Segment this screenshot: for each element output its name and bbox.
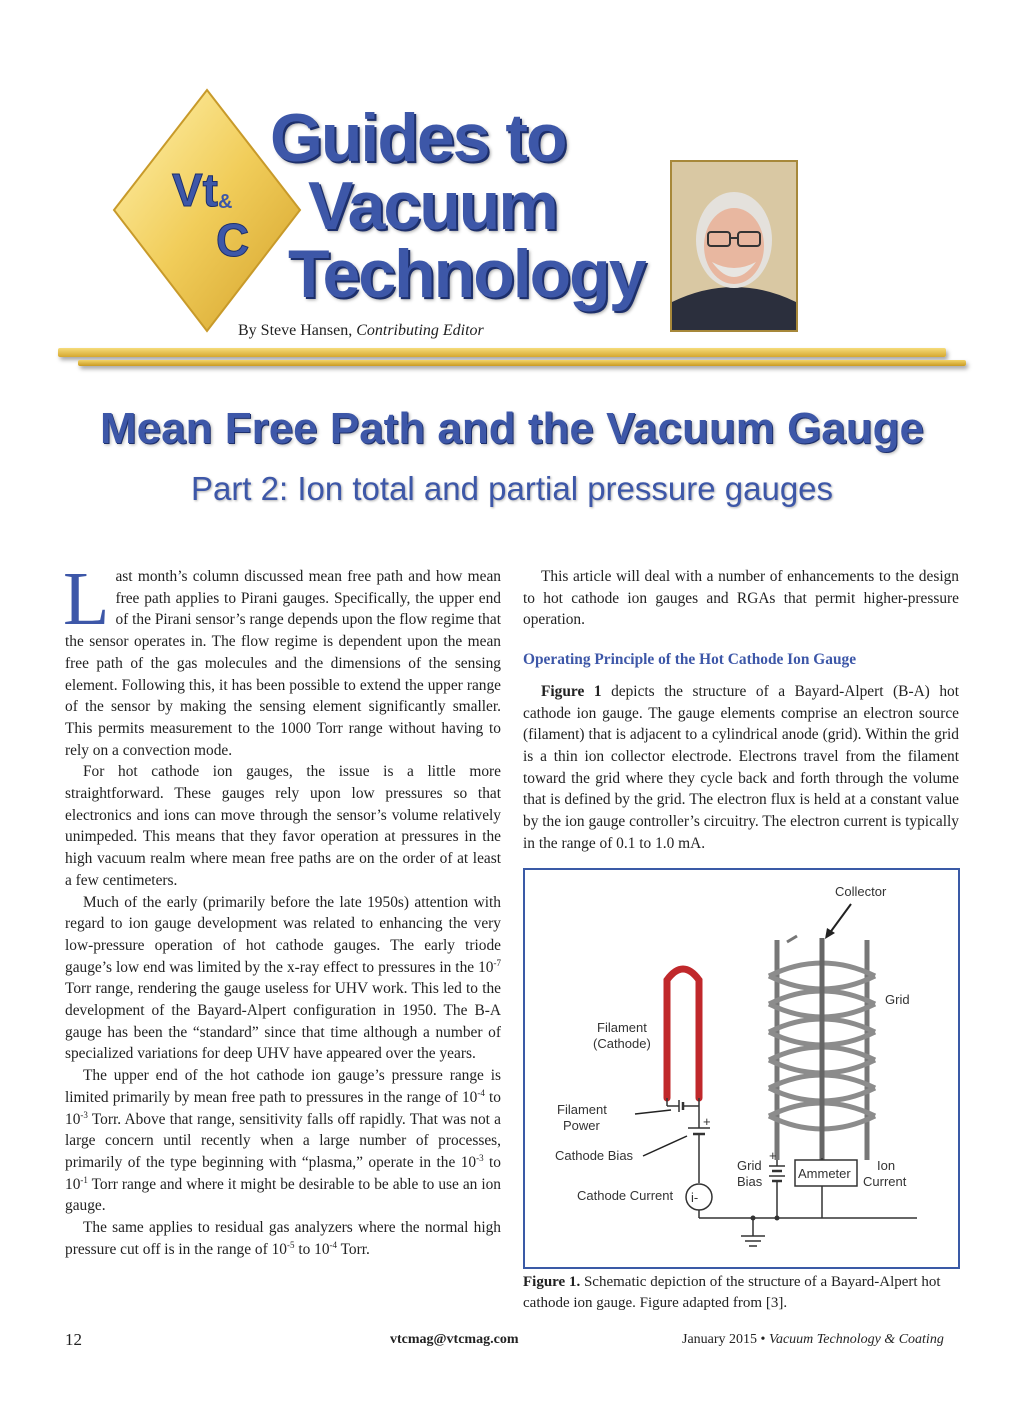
- header-rule-bottom: [78, 360, 966, 366]
- left-column: [63, 557, 501, 1261]
- label-cathode-current: Cathode Current: [577, 1188, 674, 1203]
- figure-caption: [523, 1272, 960, 1314]
- label-filament-2: (Cathode): [593, 1036, 651, 1051]
- footer-date: January 2015: [682, 1332, 758, 1347]
- label-filament-power-1: Filament: [557, 1102, 607, 1117]
- byline-author: By Steve Hansen,: [238, 322, 353, 339]
- byline: [238, 322, 484, 340]
- figure-1: [523, 868, 960, 1269]
- plus-sign: +: [703, 1114, 711, 1129]
- article-title: Mean Free Path and the Vacuum Gauge: [100, 404, 924, 453]
- figure-reference: Figure 1: [541, 682, 602, 700]
- author-photo: [670, 160, 798, 332]
- header-rule-top: [58, 348, 946, 357]
- paragraph: This article will deal with a number of enhancements to the design to hot cathode ion gauges and RGAs that permit higher-pressure operation.: [523, 568, 959, 629]
- svg-text:Vt: Vt: [172, 164, 218, 216]
- label-grid: Grid: [885, 992, 910, 1007]
- paragraph: Figure 1 depicts the structure of a Bayard-Alpert (B-A) hot cathode ion gauge. The gauge elements comprise an electron source (filament) that is adjacent to a cylindrical anode (grid). Within the grid is a thin ion collector electrode. Electrons travel from the filament toward the grid where they cycle back and forth through the volume that is defined by the grid. The electron flux is held at a constant value by the ion gauge controller’s circuitry. The electron current is typically in the range of 0.1 to 1.0 mA.: [523, 682, 960, 852]
- footer-separator: •: [760, 1332, 766, 1347]
- svg-text:&: &: [218, 191, 233, 213]
- ground-icon: [741, 1236, 765, 1246]
- plus-sign: +: [769, 1148, 777, 1163]
- paragraph: The upper end of the hot cathode ion gauge’s pressure range is limited primarily by mean free path to pressures in the range of $10^{-4}$ to $10^{-3}$ Torr. Above that range, sensitivity falls off rapidly. That was not a large concern until recently when a large number of processes, primarily of the type beginning with “plasma,” operate in the $10^{-3}$ to $10^{-1}$ Torr range and where it might be desirable to be able to use an ion gauge.: [65, 1067, 501, 1215]
- footer-issue: [682, 1332, 944, 1348]
- footer-email: vtcmag@vtcmag.com: [390, 1332, 519, 1347]
- masthead-line-1: Guides to: [270, 100, 566, 176]
- paragraph: For hot cathode ion gauges, the issue is a little more straightforward. These gauges rely upon low pressures so that electronics and ions can move through the sensor’s volume relatively unimpeded. This means that they favor operation at pressures in the high vacuum realm where mean free paths are on the order of at least a few centimeters.: [65, 763, 501, 889]
- byline-role: Contributing Editor: [356, 322, 484, 339]
- footer-publication: Vacuum Technology & Coating: [768, 1332, 944, 1347]
- label-grid-bias-1: Grid: [737, 1158, 762, 1173]
- masthead-line-3: Technology: [288, 236, 645, 312]
- label-grid-bias-2: Bias: [737, 1174, 763, 1189]
- label-cathode-bias: Cathode Bias: [555, 1148, 634, 1163]
- current-meter-icon: [686, 1184, 712, 1210]
- article-subtitle: Part 2: Ion total and partial pressure gauges: [190, 470, 834, 507]
- label-filament-power-2: Power: [563, 1118, 600, 1133]
- right-column: [523, 566, 959, 854]
- label-ion-current-1: Ion: [877, 1158, 896, 1173]
- paragraph: The same applies to residual gas analyzers where the normal high pressure cut off is in the range of $10^{-5}$ to $10^{-4}$ Torr.: [65, 1219, 501, 1258]
- paragraph: Last month’s column discussed mean free path and how mean free path applies to Pirani gauges. Specifically, the upper end of the Pirani sensor’s range depends upon the flow regime that the sensor operates in. The flow regime is dependent upon the mean free path of the gas molecules and the dimensions of the sensing element. Following this, it has been possible to extend the upper range of the sensor by making the sensing element significantly smaller. This permits measurement to the 1000 Torr range without having to rely on a convection mode.: [63, 557, 501, 759]
- paragraph: Much of the early (primarily before the late 1950s) attention with regard to ion gauge development was related to enhancing the very low-pressure operation of hot cathode gauges. The early triode gauge’s low end was limited by the x-ray effect to pressures in the $10^{-7}$ Torr range, rendering the gauge useless for UHV work. This led to the development of the Bayard-Alpert configuration in 1950. The B-A gauge has been the “standard” since that time although a number of specialized variations for deep UHV have appeared over the years.: [65, 893, 501, 1063]
- label-ammeter: Ammeter: [798, 1166, 851, 1181]
- drop-cap: L: [63, 557, 110, 641]
- masthead-line-2: Vacuum: [308, 168, 557, 244]
- section-heading: Operating Principle of the Hot Cathode Ion Gauge: [523, 651, 857, 669]
- filament: [667, 969, 699, 1098]
- gauge-schematic: [525, 870, 958, 1267]
- caption-lead: Figure 1.: [523, 1274, 581, 1290]
- svg-text:C: C: [216, 214, 250, 266]
- label-filament-1: Filament: [597, 1020, 647, 1035]
- caption-text: Schematic depiction of the structure of a Bayard-Alpert hot cathode ion gauge. Figure adapted from [3].: [523, 1274, 941, 1311]
- meter-symbol: i-: [691, 1190, 699, 1205]
- page-number: 12: [65, 1330, 82, 1349]
- label-ion-current-2: Current: [863, 1174, 907, 1189]
- label-collector: Collector: [835, 884, 887, 899]
